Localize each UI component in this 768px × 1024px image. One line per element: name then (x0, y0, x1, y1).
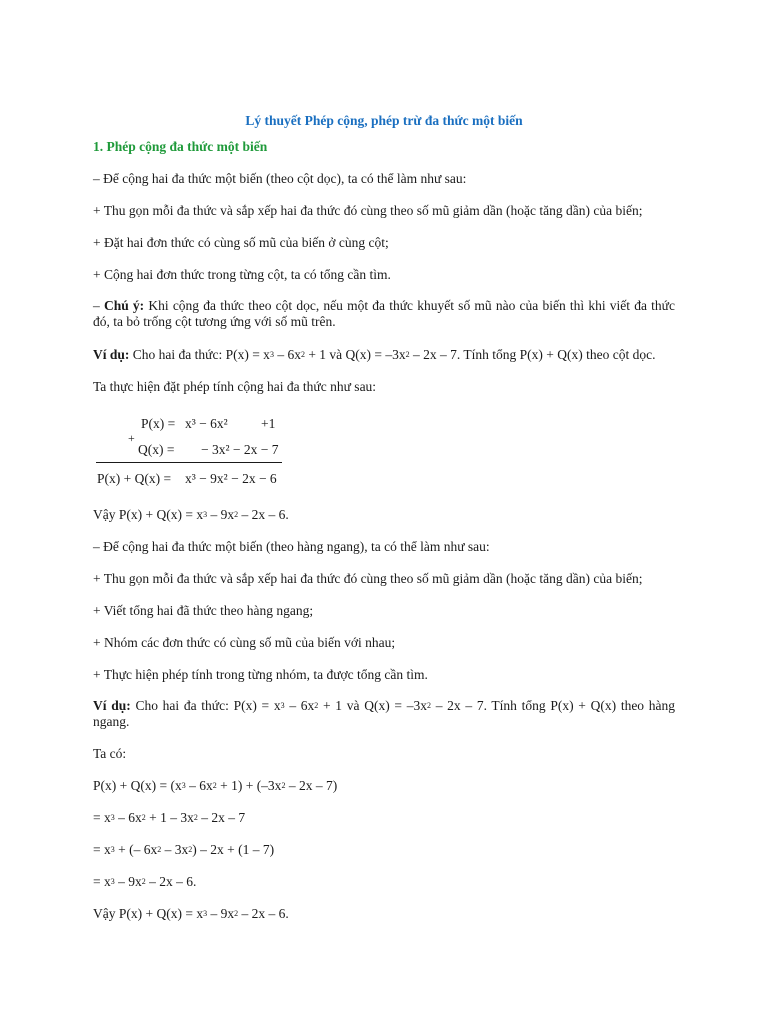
q-row-right: − 3x² − 2x − 7 (201, 442, 279, 457)
plus-sign: + (128, 431, 135, 445)
column-do-text: Ta thực hiện đặt phép tính cộng hai đa thức như sau: (93, 379, 377, 394)
row-step-line-4: = $x^3 - 9x^2 - 2x - 6$. (93, 874, 197, 889)
row-result: Vậy $P(x) + Q(x) = x^3 - 9x^2 - 2x - 6$. (93, 906, 289, 921)
p-row-left: P(x) = (141, 416, 176, 431)
row-step-line-2: = $x^3 - 6x^2 + 1 - 3x^2 - 2x - 7$ (93, 810, 246, 825)
row-intro: – Để cộng hai đa thức một biến (theo hàng ngang), ta có thể làm như sau: (93, 539, 490, 554)
section-heading: 1. Phép cộng đa thức một biến (93, 139, 268, 154)
example-1: Ví dụ: Cho hai đa thức: $P(x) = x^3 - 6x^2 + 1$ và $Q(x) = -3x^2 - 2x - 7$. Tính tổng P(x) + Q(x) theo cột dọc. (93, 347, 656, 362)
column-step-2: + Đặt hai đơn thức có cùng số mũ của biến ở cùng cột; (93, 235, 389, 250)
example-1-label: Ví dụ: (93, 347, 130, 362)
row-step-2: + Viết tổng hai đã thức theo hàng ngang; (93, 603, 314, 618)
column-step-1: + Thu gọn mỗi đa thức và sắp xếp hai đa thức đó cùng theo số mũ giảm dần (hoặc tăng dần) của biến; (93, 203, 643, 218)
row-step-1: + Thu gọn mỗi đa thức và sắp xếp hai đa thức đó cùng theo số mũ giảm dần (hoặc tăng dần) của biến; (93, 571, 643, 586)
row-step-line-1: $P(x) + Q(x) = (x^3 - 6x^2 + 1) + (-3x^2 - 2x - 7)$ (93, 778, 338, 793)
column-step-3: + Cộng hai đơn thức trong từng cột, ta có tổng cần tìm. (93, 267, 391, 282)
sum-rule (96, 462, 282, 463)
ta-co: Ta có: (93, 746, 127, 761)
row-step-line-3: = $x^3$ + (– $6x^2 - 3x^2) - 2x + (1 - 7)$ (93, 842, 275, 857)
note-label: Chú ý: (103, 298, 145, 313)
q-row-left: Q(x) = (138, 442, 175, 457)
note-text: Khi cộng đa thức theo cột dọc, nếu một đa thức khuyết số mũ nào của biến thì khi viết đa thức đó, ta bỏ trống cột tương ứng với số mũ trên. (93, 298, 675, 329)
example-2-label: Ví dụ: (93, 698, 131, 713)
column-addition (93, 410, 293, 492)
row-step-3: + Nhóm các đơn thức có cùng số mũ của biến với nhau; (93, 635, 396, 650)
column-intro: – Để cộng hai đa thức một biến (theo cột dọc), ta có thể làm như sau: (93, 171, 467, 186)
note-paragraph: – Chú ý: Khi cộng đa thức theo cột dọc, nếu một đa thức khuyết số mũ nào của biến thì khi viết đa thức đó, ta bỏ trống cột tương ứng với số mũ trên. (93, 298, 675, 329)
row-step-4: + Thực hiện phép tính trong từng nhóm, ta được tổng cần tìm. (93, 667, 428, 682)
column-result: Vậy $P(x) + Q(x) = x^3 - 9x^2 - 2x - 6$. (93, 507, 289, 522)
p-row-constant: +1 (261, 416, 276, 431)
p-row-right: x³ − 6x² (185, 416, 228, 431)
sum-row-right: x³ − 9x² − 2x − 6 (185, 471, 277, 486)
document-title: Lý thuyết Phép cộng, phép trừ đa thức một biến (245, 113, 523, 128)
sum-row-left: P(x) + Q(x) = (97, 471, 172, 486)
example-2: Ví dụ: Cho hai đa thức: $P(x) = x^3 - 6x^2 + 1$ và $Q(x) = -3x^2 - 2x - 7$. Tính tổng P(x) + Q(x) theo hàng ngang. (93, 698, 676, 729)
